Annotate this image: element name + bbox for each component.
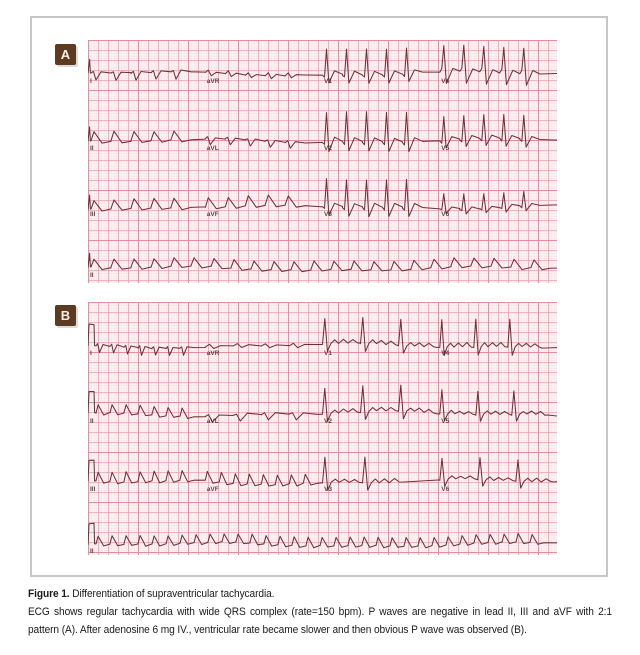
ecg-lead-label: V6	[441, 486, 450, 493]
ecg-lead-label: V2	[324, 145, 332, 152]
figure-caption-title-text: Differentiation of supraventricular tachycardia.	[69, 588, 275, 600]
figure-caption-label: Figure 1.	[28, 588, 70, 600]
ecg-lead-label: V3	[324, 211, 332, 218]
ecg-strip-panel-a	[88, 40, 557, 283]
ecg-lead-label: V3	[324, 486, 332, 493]
figure-caption	[28, 586, 612, 639]
ecg-lead-label: III	[90, 486, 96, 493]
ecg-lead-label: II	[90, 272, 94, 279]
ecg-lead-label: II	[90, 145, 94, 152]
ecg-lead-label: aVL	[206, 418, 219, 425]
ecg-lead-label: aVF	[206, 211, 219, 218]
ecg-lead-label: V1	[324, 350, 332, 357]
ecg-lead-label: aVR	[206, 78, 220, 85]
figure-frame	[30, 16, 608, 577]
panel-b-badge: B	[55, 305, 76, 326]
ecg-lead-label: V5	[441, 145, 450, 152]
ecg-lead-label: II	[90, 418, 94, 425]
ecg-lead-label: I	[90, 78, 92, 85]
ecg-lead-label: V4	[441, 78, 450, 85]
figure-caption-title	[28, 586, 612, 604]
ecg-lead-label: V6	[441, 211, 450, 218]
ecg-lead-label: aVF	[206, 486, 219, 493]
ecg-lead-label: V2	[324, 418, 332, 425]
ecg-lead-label: II	[90, 548, 94, 555]
ecg-lead-label: aVR	[206, 350, 220, 357]
figure-caption-body: ECG shows regular tachycardia with wide QRS complex (rate=150 bpm). P waves are negative in lead II, III and aVF with 2:1 pattern (A). After adenosine 6 mg IV., ventricular rate became slower and then obvious P wave was observed (B).	[28, 605, 612, 636]
ecg-lead-label: aVL	[206, 145, 219, 152]
ecg-lead-label: III	[90, 211, 96, 218]
ecg-lead-label: V5	[441, 418, 450, 425]
panel-a-badge: A	[55, 44, 76, 65]
ecg-strip-panel-b	[88, 302, 557, 555]
ecg-lead-label: I	[90, 350, 92, 357]
ecg-lead-label: V4	[441, 350, 450, 357]
ecg-lead-label: V1	[324, 78, 332, 85]
